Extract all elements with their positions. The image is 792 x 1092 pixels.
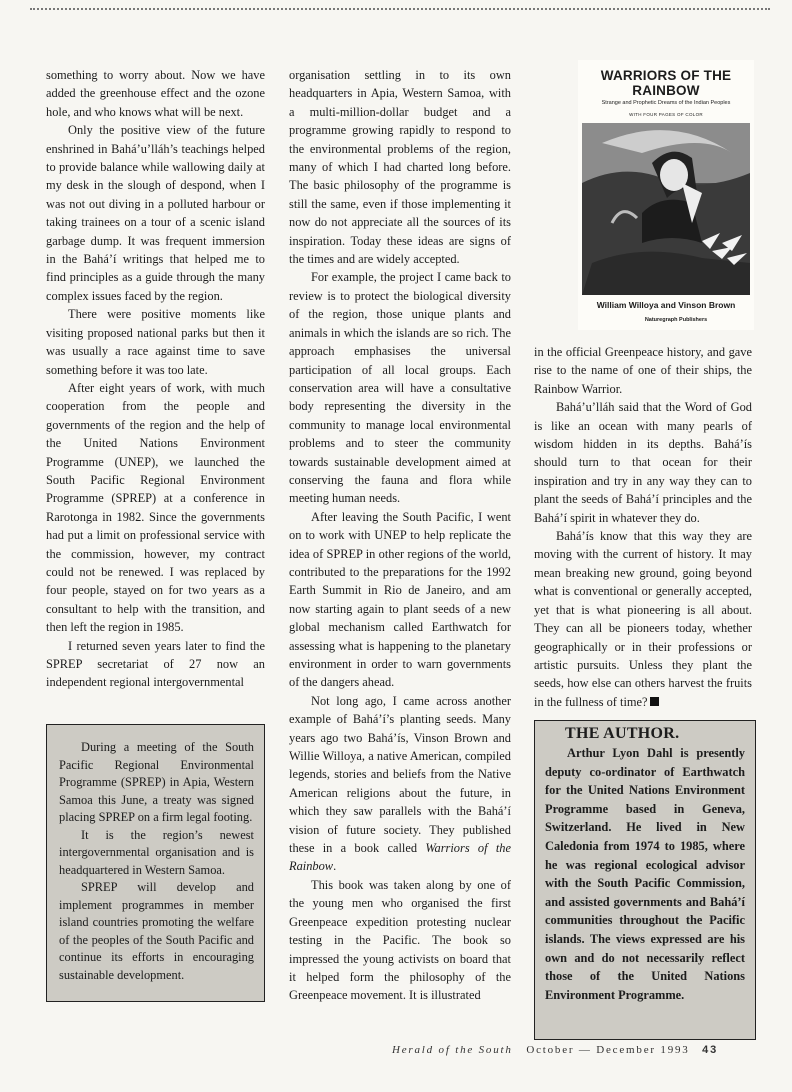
publication-name: Herald of the South [392,1044,513,1056]
book-cover-color-note: WITH FOUR PAGES OF COLOR [629,112,703,117]
paragraph: in the official Greenpeace history, and gave rise to the name of one of their ships, the Rainbow Warrior. [534,345,752,396]
top-scan-edge [30,0,770,10]
author-bio-box [534,720,756,1040]
author-heading: THE AUTHOR. [565,725,680,742]
paragraph: I returned seven years later to find the SPREP secretariat of 27 now an independent regional intergovernmental [46,638,265,690]
book-title-citation: Warriors of the Rainbow [289,841,511,874]
paragraph: Only the positive view of the future enshrined in Bahá’u’lláh’s teachings helped to provide balance while wallowing daily at my desk in the slough of despond, when I was not out diving in a polluted harbour or taking trainees on a tour of a scenic island garbage dump. It was frequent immersion in the Bahá’í writings that helped me to find principles as a guide through the many complex issues faced by the region. [46,123,265,303]
book-cover-title: WARRIORS OF THE RAINBOW [600,68,732,98]
book-cover-publisher: Naturegraph Publishers [644,317,708,323]
paragraph: There were positive moments like visiting proposed national parks but then it was usually a race against time to save something before it was too late. [46,307,265,377]
article-column-2 [289,66,511,1005]
end-of-article-mark [650,697,659,706]
issue-date: October — December 1993 [526,1044,690,1056]
paragraph: After leaving the South Pacific, I went on to work with UNEP to help replicate the idea of SPREP in other regions of the world, contributed to the preparations for the 1992 Earth Summit in Rio de Janeiro, and am now starting again to plant seeds of a new global mechanism called Earthwatch for assessing what is happening to the planetary environment in order to warn governments of the dangers ahead. [289,509,511,690]
author-bio: Arthur Lyon Dahl is presently deputy co-ordinator of Earthwatch for the United Nations Environment Programme based in Geneva, Switzerland. He lived in New Caledonia from 1974 to 1985, where he was regional ecological advisor with the South Pacific Commission, and assisted governments and Bahá’í communities throughout the Pacific islands. The views expressed are his own and do not necessarily reflect those of the United Nations Environment Programme. [545,746,745,1002]
page-number: 43 [702,1044,719,1056]
paragraph: This book was taken along by one of the young men who organised the first Greenpeace expedition protesting nuclear testing in the Pacific. The book so impressed the young activists on board that it helped form the philosophy of the Greenpeace movement. It is illustrated [289,877,511,1003]
sidebar-paragraph: SPREP will develop and implement programmes in member island countries promoting the welfare of the peoples of the South Pacific and continue its efforts in encouraging sustainable development. [59,880,254,982]
book-cover-image [578,60,754,330]
book-cover-authors: William Willoya and Vinson Brown [596,300,736,310]
paragraph: After eight years of work, with much cooperation from the people and governments of the region and the help of the United Nations Environment Programme (UNEP), we launched the South Pacific Regional Environment Programme (SPREP) at a conference in Rarotonga in 1982. Since the governments had put a limit on professional service with the commission, however, my contract could not be renewed. I was replaced by four people, stayed on for two years as a consultant to help with the transition, and then left the region in 1985. [46,380,265,635]
paragraph: Not long ago, I came across another example of Bahá’í’s planting seeds. Many years ago two Bahá’ís, Vinson Brown and Willie Willoya, a native American, compiled legends, stories and beliefs from the Native American religions about the future, in which they saw parallels with the Bahá’í vision of future society. They published these in a book called Warriors of the Rainbow. [289,693,511,874]
sidebar-paragraph: It is the region’s newest intergovernmental organisation and is headquartered in Western Samoa. [59,827,254,877]
article-column-1 [46,66,265,692]
sidebar-paragraph: During a meeting of the South Pacific Regional Environmental Programme (SPREP) in Apia, Western Samoa this June, a treaty was signed placing SPREP on a firm legal footing. [59,740,254,824]
paragraph: organisation settling in to its own headquarters in Apia, Western Samoa, with a multi-million-dollar budget and a programme growing rapidly to respond to the environmental problems of the region, many of which I had charted long before. The basic philosophy of the programme is still the same, even if those implementing it now do not appreciate all the sources of its inspiration. Today these ideas are signs of the times and are widely accepted. [289,68,511,267]
paragraph: Bahá’ís know that this way they are moving with the current of history. It may mean breaking new ground, going beyond what is conventional or generally accepted, yet that is what pioneering is all about. They can all be pioneers today, whether geographically or in their professions or artistic pursuits. Unless they plant the seeds, how else can others harvest the fruits in the fullness of time? [534,529,752,709]
sprep-sidebar-box [46,724,265,1002]
paragraph: something to worry about. Now we have added the greenhouse effect and the ozone hole, and who knows what will be next. [46,68,265,119]
book-cover-subtitle: Strange and Prophetic Dreams of the Indian Peoples [601,100,731,106]
book-cover-illustration [582,123,750,295]
paragraph: For example, the project I came back to review is to protect the biological diversity of the region, those unique plants and animals in which the islands are so rich. The approach emphasises the universal participation of all local groups. Each conservation area will have a consultative body representing the diversity in the community to manage local environmental problems and to steer the community towards sustainable development aimed at conserving the fauna and flora while meeting human needs. [289,270,511,506]
paragraph: Bahá’u’lláh said that the Word of God is like an ocean with many pearls of wisdom hidden in its depths. Bahá’ís should turn to that ocean for their inspiration and try in any way they can to plant the seeds of Bahá’í principles and the Bahá’í spirit in whatever they do. [534,400,752,525]
page-footer [392,1044,752,1056]
article-column-3 [534,343,752,711]
